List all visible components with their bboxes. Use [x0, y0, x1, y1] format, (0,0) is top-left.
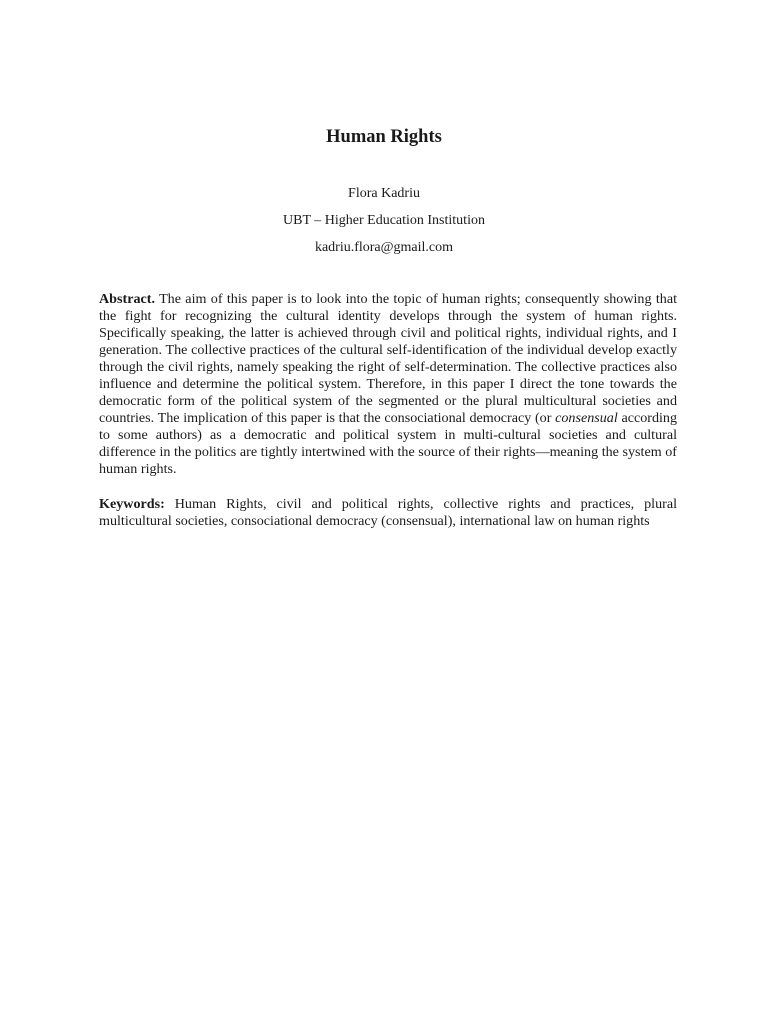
keywords-paragraph — [99, 496, 677, 530]
author-affiliation: UBT – Higher Education Institution — [283, 213, 485, 228]
abstract-emphasis: consensual — [555, 410, 618, 426]
author-email: kadriu.flora@gmail.com — [314, 240, 454, 255]
keywords-text: Human Rights, civil and political rights, collective rights and practices, plural multicultural societies, consociational democracy (consensual), international law on human rights — [99, 496, 677, 529]
abstract-text-part2: according to some authors) as a democratic and political system in multi-cultural societies and cultural difference in the politics are tightly intertwined with the source of their rights—meaning the system of human rights. — [99, 410, 678, 477]
abstract-text-part1: The aim of this paper is to look into the topic of human rights; consequently showing that the fight for recognizing the cultural identity develops through the system of human rights. Specifically speaking, the latter is achieved through civil and political rights, individual rights, and I generation. The collective practices of the cultural self-identification of the individual develop exactly through the civil rights, namely speaking the right of self-determination. The collective practices also influence and determine the political system. Therefore, in this paper I direct the tone towards the democratic form of the political system of the segmented or the plural multicultural societies and countries. The implication of this paper is that the consociational democracy (or — [99, 291, 677, 426]
paper-title: Human Rights — [326, 127, 442, 147]
abstract-label: Abstract. — [99, 291, 155, 307]
abstract-paragraph — [99, 291, 677, 478]
keywords-label: Keywords: — [99, 496, 165, 512]
author-name: Flora Kadriu — [348, 186, 420, 201]
